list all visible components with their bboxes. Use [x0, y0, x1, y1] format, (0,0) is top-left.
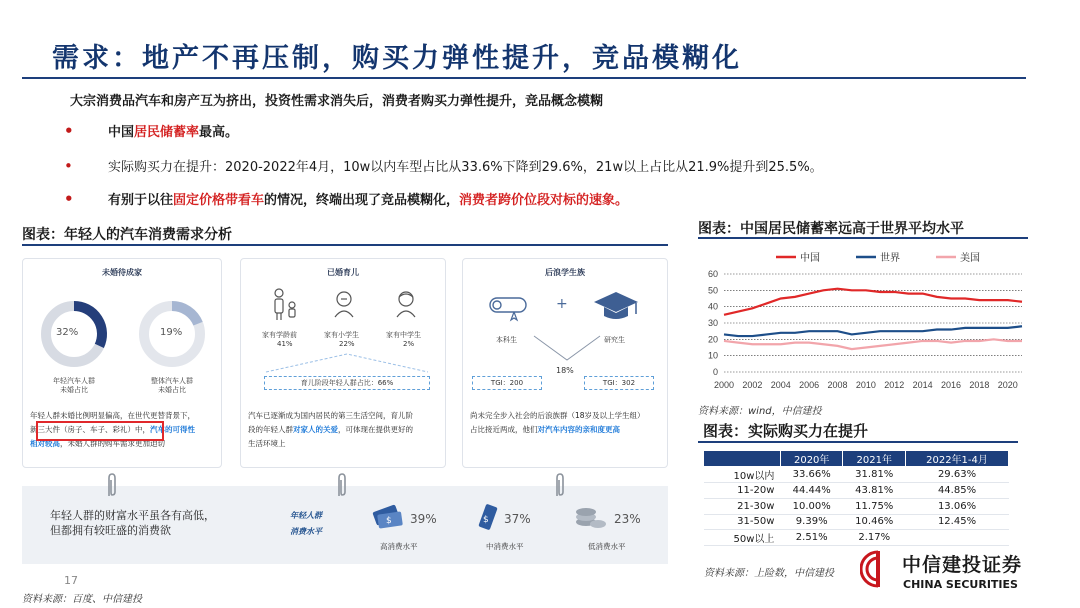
- chart-y-tick-label: 20: [707, 334, 718, 345]
- panel1-text-part: 新三大件（房子、车子、彩礼）中，: [30, 425, 150, 434]
- students-pct: 18%: [556, 366, 574, 375]
- panel3-highlight: 对汽车内容的亲和度更高: [537, 425, 620, 434]
- plus-sign: +: [556, 296, 568, 312]
- bullet-competition: [64, 189, 628, 208]
- wealth-text: [50, 508, 215, 538]
- table-header-cell: 2021年: [843, 451, 906, 467]
- chart-x-tick-label: 2010: [855, 380, 876, 390]
- donut-overall-pct: 19%: [160, 327, 183, 338]
- panel1-highlight: 汽车的可得性: [150, 425, 195, 434]
- stage-label-preschool: 家有学龄前: [262, 331, 297, 339]
- donut-overall-label-2: 未婚占比: [158, 386, 186, 394]
- chart-source: 资料来源：wind，中信建投: [698, 406, 822, 417]
- panel2-text-line2: [248, 424, 413, 436]
- table-cell: 43.81%: [843, 483, 906, 499]
- bullet-purchasing-power: [64, 156, 823, 175]
- bullet-dot: •: [64, 157, 73, 175]
- donut-young-pct: 32%: [56, 327, 79, 338]
- table-cell: 12.45%: [906, 514, 1009, 530]
- chart-y-tick-label: 60: [707, 269, 718, 279]
- stage-share-box: 育儿阶段年轻人群占比：66%: [264, 376, 430, 390]
- bullet-text: 最高。: [199, 125, 239, 140]
- group-label-line: 消费水平: [290, 527, 322, 536]
- panel2-text-line3: 生活环境上: [248, 439, 286, 448]
- bullet-savings: [64, 121, 238, 140]
- chart-x-tick-label: 2012: [884, 380, 905, 390]
- stage-pct-preschool: 41%: [277, 340, 293, 348]
- table-cell: 31.81%: [843, 467, 906, 483]
- group-label-line: 年轻人群: [290, 511, 322, 520]
- chart-y-tick-label: 10: [707, 350, 718, 361]
- left-figure-divider: [22, 244, 668, 246]
- grad-label: 研究生: [604, 336, 625, 344]
- panel3-text-line1: 尚未完全步入社会的后浪族群（18岁及以上学生组）: [470, 411, 645, 420]
- wealth-text-line: 年轻人群的财富水平虽各有高低，: [50, 509, 215, 522]
- chart-x-tick-label: 2004: [770, 380, 791, 390]
- table-cell: 10.00%: [780, 498, 843, 514]
- table-row: [704, 514, 1009, 530]
- panel-title: 未婚待成家: [102, 268, 142, 277]
- diploma-icon: [486, 292, 534, 322]
- legend-label: 中国: [800, 253, 820, 264]
- money-mid-icon: [474, 502, 504, 532]
- paperclip-icon: [552, 472, 568, 498]
- table-cell: 50w以上: [704, 530, 781, 546]
- panel1-text-line1: 年轻人群未婚比例明显偏高，在世代更替背景下，: [30, 411, 195, 420]
- donut-young-label: 年轻汽车人群: [53, 377, 95, 385]
- stage-label-primary: 家有小学生: [324, 331, 359, 339]
- table-row: [704, 483, 1009, 499]
- chart-x-tick-label: 2002: [742, 380, 763, 390]
- svg-text:$: $: [386, 516, 392, 526]
- stage-bracket: [262, 350, 432, 376]
- stage-pct-primary: 22%: [339, 340, 355, 348]
- money-high-icon: [368, 502, 406, 532]
- panel3-text-part: 占比接近两成，他们: [470, 425, 538, 434]
- table-cell: 10.46%: [843, 514, 906, 530]
- panel3-text-line2: [470, 424, 620, 436]
- table-source: 资料来源：上险数，中信建投: [704, 568, 834, 579]
- wealth-text-line: 但都拥有较旺盛的消费欲: [50, 524, 171, 537]
- chart-x-tick-label: 2016: [941, 380, 962, 390]
- paperclip-icon: [334, 472, 350, 498]
- table-cell: 11-20w: [704, 483, 781, 499]
- paperclip-icon: [104, 472, 120, 498]
- level-low-pct: 23%: [614, 512, 641, 526]
- highlight-box: [36, 421, 164, 441]
- panel2-text-part: 段的年轻人群: [248, 425, 293, 434]
- table-cell: 2.17%: [843, 530, 906, 546]
- table-header-cell: [704, 451, 781, 467]
- table-cell: 9.39%: [780, 514, 843, 530]
- table-row: [704, 467, 1009, 483]
- series-line-1: [724, 326, 1022, 336]
- panel1-highlight: 相对较高: [30, 439, 60, 448]
- series-line-2: [724, 339, 1022, 349]
- chart-y-tick-label: 0: [712, 367, 718, 377]
- highlight-text: 固定价格带看车: [173, 193, 265, 208]
- level-high-pct: 39%: [410, 512, 437, 526]
- table-cell: 33.66%: [780, 467, 843, 483]
- legend-label: 世界: [880, 253, 900, 264]
- panel1-text-part: ，未婚人群的购车需求更加迫切: [60, 439, 165, 448]
- table-cell: 44.85%: [906, 483, 1009, 499]
- logo-text-cn: 中信建投证券: [902, 554, 1023, 576]
- table-row: [704, 498, 1009, 514]
- chart-y-tick-label: 30: [707, 318, 718, 328]
- purchasing-power-table: [703, 450, 1009, 546]
- tgi-undergrad: TGI：200: [472, 376, 542, 390]
- table-cell: 2.51%: [780, 530, 843, 546]
- bullet-text: 的情况，终端出现了竞品模糊化，: [264, 193, 460, 208]
- chart-x-tick-label: 2000: [713, 380, 735, 390]
- panel2-text-line1: 汽车已逐渐成为国内居民的第三生活空间，育儿阶: [248, 411, 413, 420]
- table-row: [704, 530, 1009, 546]
- chart-x-tick-label: 2014: [912, 380, 933, 390]
- level-mid-label: 中消费水平: [486, 542, 524, 551]
- table-cell: 29.63%: [906, 467, 1009, 483]
- savings-rate-chart: [698, 244, 1028, 394]
- table-cell: 31-50w: [704, 514, 781, 530]
- panel-title: 已婚育儿: [327, 268, 359, 277]
- logo-text-en: CHINA SECURITIES: [903, 578, 1018, 591]
- level-high-label: 高消费水平: [380, 542, 418, 551]
- teen-icon: [394, 290, 418, 318]
- table-cell: 21-30w: [704, 498, 781, 514]
- stage-pct-middle: 2%: [403, 340, 415, 348]
- bullet-dot: •: [64, 190, 74, 208]
- table-cell: 44.44%: [780, 483, 843, 499]
- chart-x-tick-label: 2006: [799, 380, 820, 390]
- table-cell: 13.06%: [906, 498, 1009, 514]
- level-mid-pct: 37%: [504, 512, 531, 526]
- donut-overall-label: 整体汽车人群: [151, 377, 193, 385]
- undergrad-label: 本科生: [496, 336, 517, 344]
- student-icon: [332, 290, 356, 318]
- chart-y-tick-label: 40: [707, 301, 718, 312]
- table-cell: [906, 530, 1009, 546]
- bullet-text: 有别于以往: [108, 193, 174, 208]
- chart-x-tick-label: 2018: [969, 380, 990, 390]
- panel2-highlight: 对家人的关爱: [293, 425, 338, 434]
- series-line-0: [724, 289, 1022, 315]
- title-divider: [22, 77, 1026, 79]
- graduation-cap-icon: [592, 288, 640, 324]
- bullet-text: 实际购买力在提升：2020-2022年4月，10w以内车型占比从33.6%下降到29.6%，21w以上占比从21.9%提升到25.5%。: [108, 160, 823, 175]
- chart-y-tick-label: 50: [707, 285, 718, 296]
- china-securities-logo-icon: [860, 549, 896, 589]
- parent-child-icon: [270, 288, 300, 322]
- table-header-cell: 2020年: [780, 451, 843, 467]
- highlight-text: 居民储蓄率: [134, 125, 200, 140]
- level-low-label: 低消费水平: [588, 542, 626, 551]
- chart-caption: 图表：中国居民储蓄率远高于世界平均水平: [698, 221, 964, 237]
- group-label: [290, 508, 322, 540]
- bullet-text: 中国: [108, 125, 135, 140]
- highlight-text: 消费者跨价位段对标的速象。: [459, 193, 629, 208]
- legend-label: 美国: [960, 253, 980, 264]
- tgi-grad: TGI：302: [584, 376, 654, 390]
- table-header-row: [704, 451, 1009, 467]
- page-title: 需求：地产不再压制，购买力弹性提升，竞品模糊化: [52, 43, 742, 74]
- panel2-text-part: ，可体现在提供更好的: [338, 425, 413, 434]
- bullet-dot: •: [64, 122, 74, 140]
- stage-label-middle: 家有中学生: [386, 331, 421, 339]
- left-source: 资料来源：百度、中信建投: [22, 594, 142, 605]
- chart-caption-divider: [698, 237, 1028, 239]
- panel-title: 后浪学生族: [545, 268, 585, 277]
- donut-young-label-2: 未婚占比: [60, 386, 88, 394]
- table-caption-divider: [698, 441, 1018, 443]
- svg-text:$: $: [483, 515, 489, 525]
- page-number: 17: [64, 574, 78, 587]
- students-bracket: [530, 332, 604, 366]
- coins-icon: [574, 502, 608, 532]
- chart-x-tick-label: 2020: [997, 380, 1018, 390]
- intro-text: 大宗消费品汽车和房产互为挤出，投资性需求消失后，消费者购买力弹性提升，竞品概念模糊: [70, 94, 604, 109]
- table-header-cell: 2022年1-4月: [906, 451, 1009, 467]
- table-cell: 11.75%: [843, 498, 906, 514]
- table-caption: 图表：实际购买力在提升: [703, 422, 869, 440]
- chart-x-tick-label: 2008: [827, 380, 848, 390]
- table-cell: 10w以内: [704, 467, 781, 483]
- left-figure-caption: 图表：年轻人的汽车消费需求分析: [22, 227, 232, 243]
